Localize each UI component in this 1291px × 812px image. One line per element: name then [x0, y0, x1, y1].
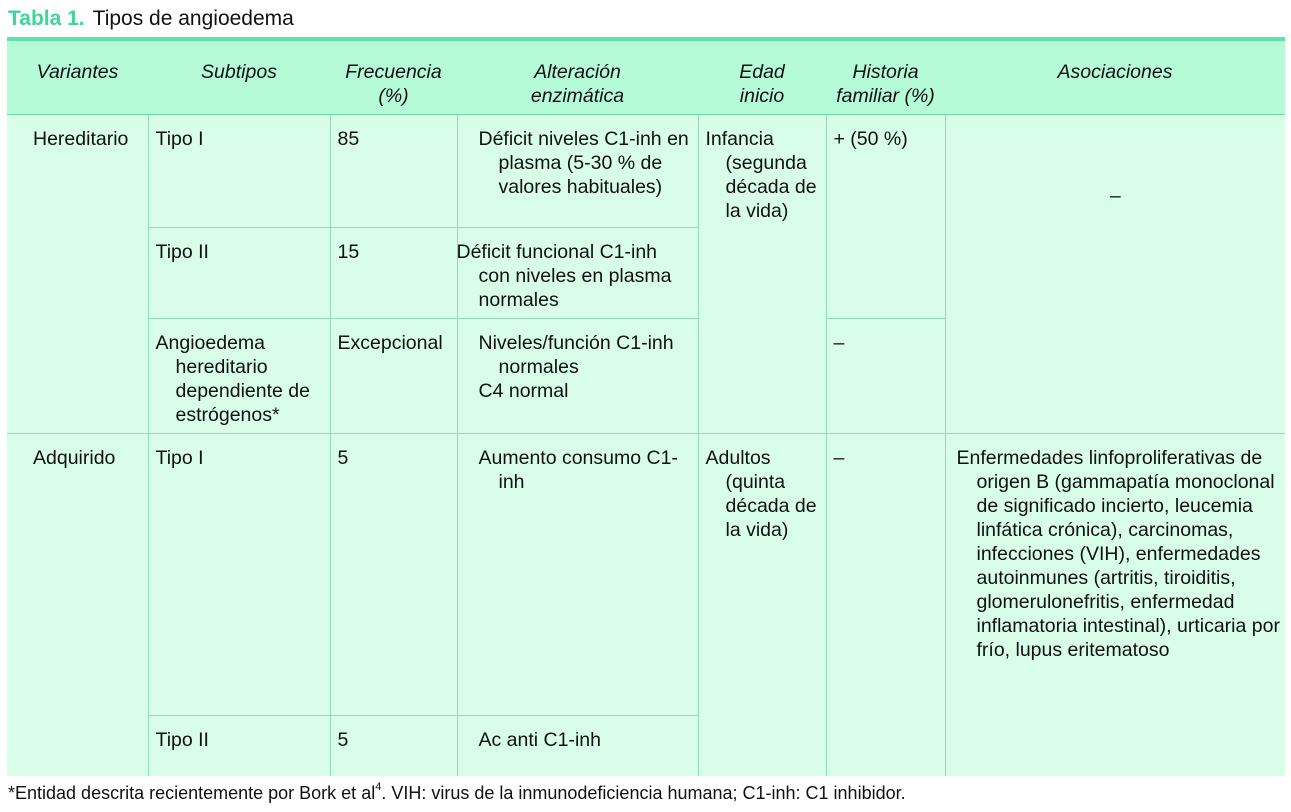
header-row [7, 39, 1285, 114]
header-historia: Historia familiar (%) [826, 39, 945, 114]
alteracion-cell: Niveles/función C1-inh normales C4 normal [457, 318, 698, 433]
angioedema-table [7, 37, 1285, 776]
variante-hereditario: Hereditario [33, 127, 129, 150]
frecuencia-cell: 5 [330, 715, 457, 776]
edad-cell: Infancia (segunda década de la vida) [698, 114, 826, 433]
alteracion-cell: Déficit funcional C1-inh con niveles en plasma normales [457, 227, 698, 318]
alteracion-cell: Déficit niveles C1-inh en plasma (5-30 % de valores habituales) [457, 114, 698, 227]
header-variantes: Variantes [7, 39, 148, 114]
subtipo-cell: Tipo I [148, 114, 330, 227]
subtipo-cell: Tipo I [148, 433, 330, 715]
variante-adquirido: Adquirido [7, 433, 148, 776]
historia-cell: – [826, 318, 945, 433]
historia-cell: + (50 %) [826, 114, 945, 318]
header-asociaciones: Asociaciones [945, 39, 1285, 114]
frecuencia-cell: Excepcional [330, 318, 457, 433]
frecuencia-cell: 5 [330, 433, 457, 715]
asociaciones-cell: Enfermedades linfoproliferativas de origen B (gammapatía monoclonal de significado incierto, leucemia linfática crónica), carcinomas, infecciones (VIH), enfermedades autoinmunes (artritis, tiroiditis, glomerulonefritis, enfermedad inflamatoria intestinal), urticaria por frío, lupus eritematoso [945, 433, 1285, 776]
frecuencia-cell: 15 [330, 227, 457, 318]
alteracion-cell: Ac anti C1-inh [457, 715, 698, 776]
subtipo-cell: Tipo II [148, 715, 330, 776]
table-footnote: *Entidad descrita recientemente por Bork et $al^4$. VIH: virus de la inmunodeficiencia humana; C1-inh: C1 inhibidor. [8, 781, 906, 803]
historia-cell: – [826, 433, 945, 776]
table-label: Tabla 1. [8, 7, 85, 30]
header-alteracion: Alteración enzimática [457, 39, 698, 114]
table-row [7, 433, 1285, 715]
frecuencia-cell: 85 [330, 114, 457, 227]
header-frecuencia: Frecuencia (%) [330, 39, 457, 114]
header-subtipos: Subtipos [148, 39, 330, 114]
table-row [7, 114, 1285, 227]
table-title: Tipos de angioedema [92, 7, 294, 30]
header-edad: Edad inicio [698, 39, 826, 114]
edad-cell: Adultos (quinta década de la vida) [698, 433, 826, 776]
subtipo-cell: Tipo II [148, 227, 330, 318]
asociaciones-cell: – [945, 114, 1285, 433]
subtipo-cell: Angioedema hereditario dependiente de estrógenos* [148, 318, 330, 433]
alteracion-cell: Aumento consumo C1-inh [457, 433, 698, 715]
table-caption [8, 5, 294, 35]
